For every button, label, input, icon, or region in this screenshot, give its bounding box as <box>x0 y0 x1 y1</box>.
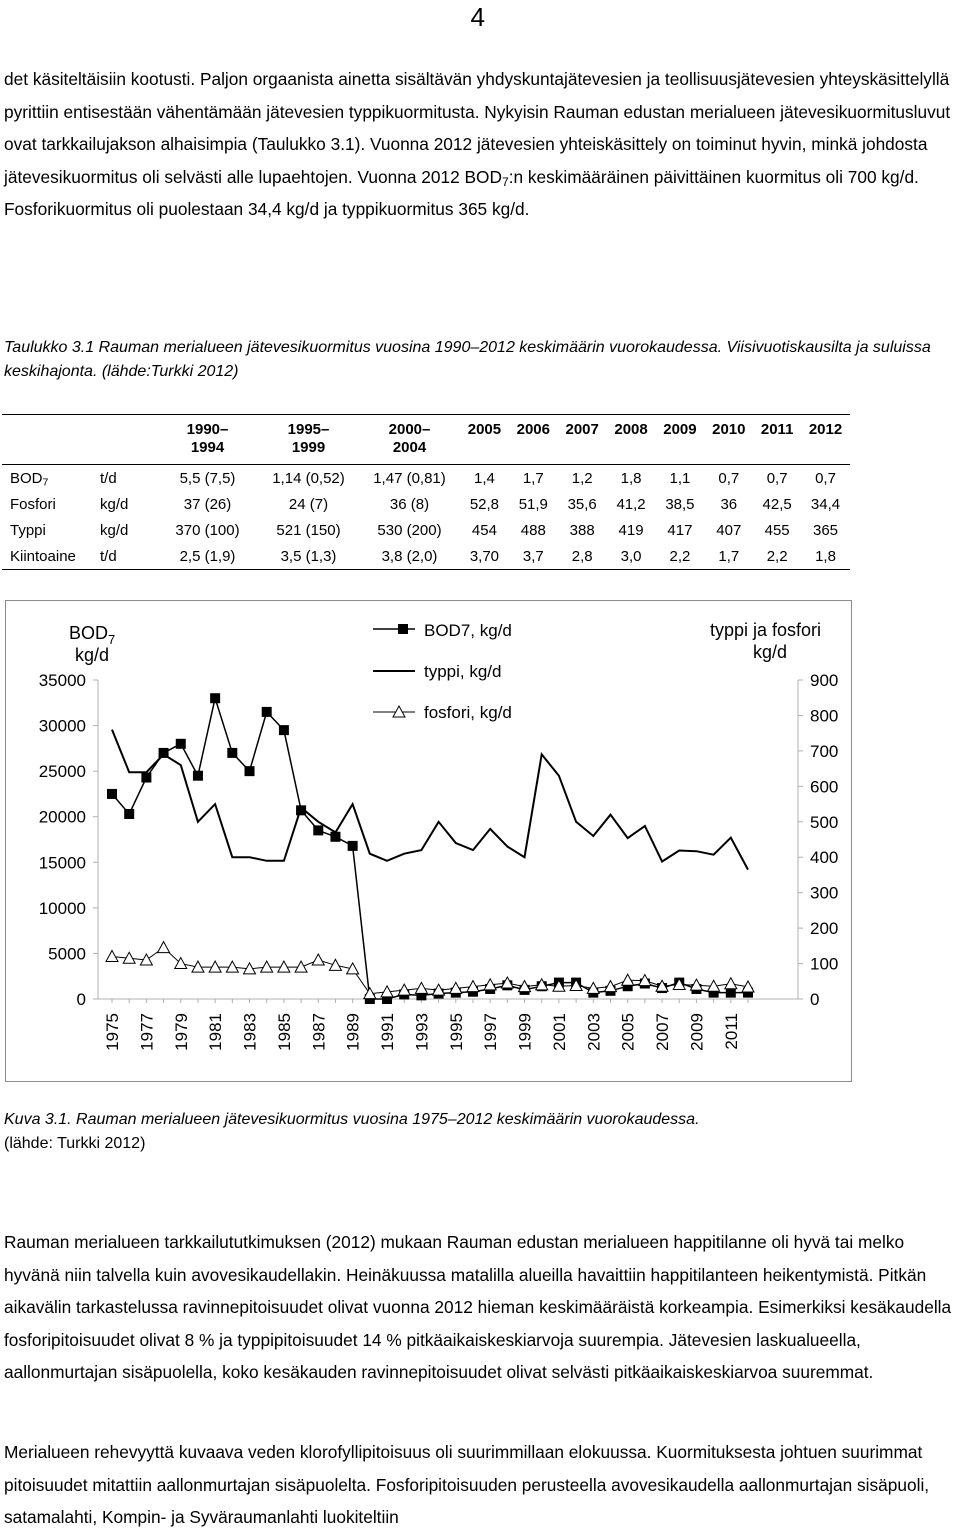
right-tick-label: 100 <box>810 954 839 974</box>
table-header-cell: 2011 <box>753 415 801 465</box>
table-cell: 52,8 <box>469 495 500 513</box>
table-header-cell: 2005 <box>460 415 509 465</box>
table-header-cell <box>98 415 157 465</box>
table-cell: 0,7 <box>766 469 788 487</box>
table-cell: 1,7 <box>704 543 753 570</box>
table-cell: 1,7 <box>522 469 544 487</box>
x-tick-label: 1995 <box>446 1013 466 1051</box>
table-header-cell: 1995– 1999 <box>258 415 359 465</box>
bod7-point <box>313 825 323 835</box>
table-row <box>2 491 850 517</box>
right-tick-label: 700 <box>810 741 839 761</box>
bod7-point <box>107 789 117 799</box>
x-tick-label: 1975 <box>103 1013 122 1051</box>
table-cell: 0,7 <box>718 469 740 487</box>
bod7-point <box>245 766 255 776</box>
series-line-1 <box>112 730 748 870</box>
bod7-point <box>176 739 186 749</box>
load-table <box>2 414 850 570</box>
table-cell: 34,4 <box>810 495 841 513</box>
table-header-cell: 2008 <box>607 415 656 465</box>
table-cell: 5,5 (7,5) <box>179 469 236 487</box>
table-header-cell: 2000– 2004 <box>359 415 460 465</box>
table-cell: 1,14 (0,52) <box>272 469 345 487</box>
load-chart-svg <box>5 600 852 1082</box>
left-tick-label: 30000 <box>38 716 86 736</box>
fosfori-point <box>622 974 634 985</box>
left-tick-label: 20000 <box>38 807 86 827</box>
fosfori-point <box>209 961 221 972</box>
left-tick-label: 5000 <box>48 944 86 964</box>
table-header-cell <box>2 415 98 465</box>
table-row-label: Fosfori <box>10 495 56 513</box>
table-header-cell: 2010 <box>704 415 753 465</box>
right-axis-title: typpi ja fosfori <box>710 620 822 640</box>
left-tick-label: 15000 <box>38 853 86 873</box>
table-row <box>2 543 850 570</box>
table-header-cell: 1990– 1994 <box>157 415 258 465</box>
x-tick-label: 1991 <box>378 1013 398 1051</box>
bod7-point <box>348 841 358 851</box>
table-cell: 41,2 <box>616 495 646 513</box>
table-header-cell: 2012 <box>801 415 850 465</box>
table-cell: 419 <box>618 521 644 539</box>
table-cell: 2,2 <box>656 543 705 570</box>
table-cell: 1,1 <box>669 469 691 487</box>
table-cell: 1,4 <box>474 469 495 487</box>
table-cell: 370 (100) <box>175 521 240 539</box>
table-cell: 388 <box>569 521 595 539</box>
right-axis-unit: kg/d <box>753 642 788 662</box>
x-tick-label: 1989 <box>343 1013 363 1051</box>
table-cell: 38,5 <box>665 495 695 513</box>
table-cell: 1,8 <box>620 469 642 487</box>
right-tick-label: 500 <box>810 812 839 832</box>
fosfori-point <box>106 950 118 961</box>
table-cell: 24 (7) <box>288 495 329 513</box>
left-tick-label: 0 <box>76 990 86 1009</box>
right-tick-label: 800 <box>810 706 839 726</box>
table-row-label: Kiintoaine <box>2 543 98 570</box>
legend-label-typpi: typpi, kg/d <box>424 662 502 681</box>
x-tick-label: 2003 <box>584 1013 604 1051</box>
series-line-2 <box>112 948 748 994</box>
legend-label-fosfori: fosfori, kg/d <box>424 703 512 722</box>
fosfori-point <box>312 954 324 965</box>
table-cell: 417 <box>667 521 693 539</box>
x-tick-label: 1977 <box>137 1013 157 1051</box>
table-cell: 365 <box>813 521 839 539</box>
table-cell: 1,47 (0,81) <box>373 469 446 487</box>
x-tick-label: 1999 <box>515 1013 535 1051</box>
table-cell: 3,7 <box>509 543 558 570</box>
left-axis-unit: kg/d <box>75 645 110 665</box>
table-cell: 455 <box>764 521 790 539</box>
table-cell: 36 <box>720 495 738 513</box>
right-tick-label: 900 <box>810 671 839 690</box>
table-row-unit: kg/d <box>100 495 129 513</box>
series-line-0 <box>112 698 748 999</box>
page-number: 4 <box>470 2 485 32</box>
bod7-point <box>210 693 220 703</box>
bod7-point <box>124 809 134 819</box>
right-tick-label: 0 <box>810 990 820 1009</box>
fosfori-point <box>329 959 341 970</box>
x-tick-label: 1987 <box>309 1013 329 1051</box>
x-tick-label: 2005 <box>618 1013 638 1051</box>
table-cell: 0,7 <box>815 469 836 487</box>
table-row <box>2 517 850 543</box>
fosfori-point <box>725 978 737 989</box>
table-row-unit: t/d <box>98 543 157 570</box>
bod7-point <box>262 707 272 717</box>
table-header-cell: 2006 <box>509 415 558 465</box>
fosfori-point <box>158 942 170 953</box>
right-tick-label: 600 <box>810 777 839 797</box>
table-cell: 1,8 <box>801 543 850 570</box>
x-tick-label: 1985 <box>274 1013 294 1051</box>
bod7-point <box>279 725 289 735</box>
right-tick-label: 300 <box>810 883 839 903</box>
table-cell: 3,5 (1,3) <box>258 543 359 570</box>
x-tick-label: 1979 <box>171 1013 191 1051</box>
table-row-label: $BOD_7$ <box>10 469 49 489</box>
figure-caption: Kuva 3.1. Rauman merialueen jätevesikuormitus vuosina 1975–2012 keskimäärin vuorokaudessa. (lähde: Turkki 2012) <box>4 1111 700 1152</box>
table-cell: 2,2 <box>753 543 801 570</box>
paragraph-intro: det käsiteltäisiin kootusti. Paljon orgaanista ainetta sisältävän yhdyskuntajätevesien ja teollisuusjätevesien yhteyskäsittelyllä pyrittiin entisestään vähentämään jätevesien typpikuormitusta. Nykyisin Rauman edustan merialueen jätevesikuormitusluvut ovat tarkkailujakson alhaisimpia (Taulukko 3.1). Vuonna 2012 jätevesien yhteiskäsittely on toiminut hyvin, minkä johdosta jätevesikuormitus oli selvästi alle lupaehtojen. Vuonna 2012 $BOD_7:n$ keskimääräinen päivittäinen kuormitus oli 700 kg/d. Fosforikuormitus oli puolestaan 34,4 kg/d ja typpikuormitus 365 kg/d. <box>4 69 951 219</box>
legend-label-bod7: BOD7, kg/d <box>424 621 512 640</box>
left-tick-label: 10000 <box>38 898 86 918</box>
left-axis-title: $BOD_7$ <box>69 623 116 647</box>
x-tick-label: 2007 <box>653 1013 673 1051</box>
x-tick-label: 2001 <box>549 1013 569 1051</box>
bod7-point <box>141 773 151 783</box>
bod7-point <box>193 771 203 781</box>
x-tick-label: 2009 <box>687 1013 707 1051</box>
table-row-label: Typpi <box>10 521 46 539</box>
table-row <box>2 465 850 492</box>
right-tick-label: 200 <box>810 919 839 939</box>
fosfori-point <box>415 982 427 993</box>
fosfori-point <box>278 961 290 972</box>
paragraph-chlorophyll: Merialueen rehevyyttä kuvaava veden klorofyllipitoisuus oli suurimmillaan elokuussa. Kuormituksesta johtuen suurimmat pitoisuudet mitattiin aallonmurtajan sisäpuolelta. Fosforipitoisuuden perusteella avovesikaudella aallonmurtajan sisäpuoli, satamalahti, Kompin- ja Syväraumanlahti luokiteltiin <box>4 1442 930 1527</box>
table-header-cell: 2007 <box>558 415 607 465</box>
paragraph-oxygen: Rauman merialueen tarkkailututkimuksen (2012) mukaan Rauman edustan merialueen happitilanne oli hyvä tai melko hyvänä niin talvella kuin avovesikaudellakin. Heinäkuussa matalilla alueilla havaittiin happitilanteen heikentymistä. Pitkän aikavälin tarkastelussa ravinnepitoisuudet olivat vuonna 2012 hieman keskimääräistä korkeampia. Esimerkiksi kesäkaudella fosforipitoisuudet olivat 8 % ja typpipitoisuudet 14 % pitkäaikaiskeskiarvoja suurempia. Jätevesien laskualueella, aallonmurtajan sisäpuolella, koko kesäkauden ravinnepitoisuudet olivat selvästi pitkäaikaiskeskiarvoa suuremmat. <box>4 1232 952 1382</box>
table-caption: Taulukko 3.1 Rauman merialueen jätevesikuormitus vuosina 1990–2012 keskimäärin vuorokaudessa. Viisivuotiskausilta ja suluissa keskihajonta. (lähde:Turkki 2012) <box>4 339 931 380</box>
table-cell: 35,6 <box>567 495 597 513</box>
table-cell: 530 (200) <box>377 521 442 539</box>
load-chart <box>5 600 852 1082</box>
bod7-point <box>227 748 237 758</box>
table-cell: 2,5 (1,9) <box>157 543 258 570</box>
table-cell: 454 <box>471 521 497 539</box>
table-cell: 3,0 <box>607 543 656 570</box>
table-cell: 2,8 <box>558 543 607 570</box>
table-header-cell: 2009 <box>656 415 705 465</box>
table-cell: 36 (8) <box>389 495 430 513</box>
x-tick-label: 1983 <box>240 1013 260 1051</box>
table-cell: 51,9 <box>518 495 548 513</box>
left-tick-label: 35000 <box>38 671 86 690</box>
x-tick-label: 1993 <box>412 1013 432 1051</box>
table-row-unit: kg/d <box>100 521 129 539</box>
table-cell: 37 (26) <box>183 495 232 513</box>
fosfori-point <box>295 961 307 972</box>
fosfori-point <box>261 961 273 972</box>
left-tick-label: 25000 <box>38 762 86 782</box>
x-tick-label: 1981 <box>206 1013 226 1051</box>
x-tick-label: 2011 <box>721 1013 741 1050</box>
table-cell: 488 <box>520 521 546 539</box>
table-cell: 3,8 (2,0) <box>359 543 460 570</box>
x-tick-label: 1997 <box>481 1013 501 1051</box>
table-cell: 407 <box>716 521 742 539</box>
table-cell: 521 (150) <box>276 521 341 539</box>
right-tick-label: 400 <box>810 848 839 868</box>
table-cell: 1,2 <box>571 469 593 487</box>
fosfori-point <box>226 961 238 972</box>
table-cell: 3,70 <box>460 543 509 570</box>
table-row-unit: t/d <box>100 469 117 487</box>
table-cell: 42,5 <box>762 495 792 513</box>
